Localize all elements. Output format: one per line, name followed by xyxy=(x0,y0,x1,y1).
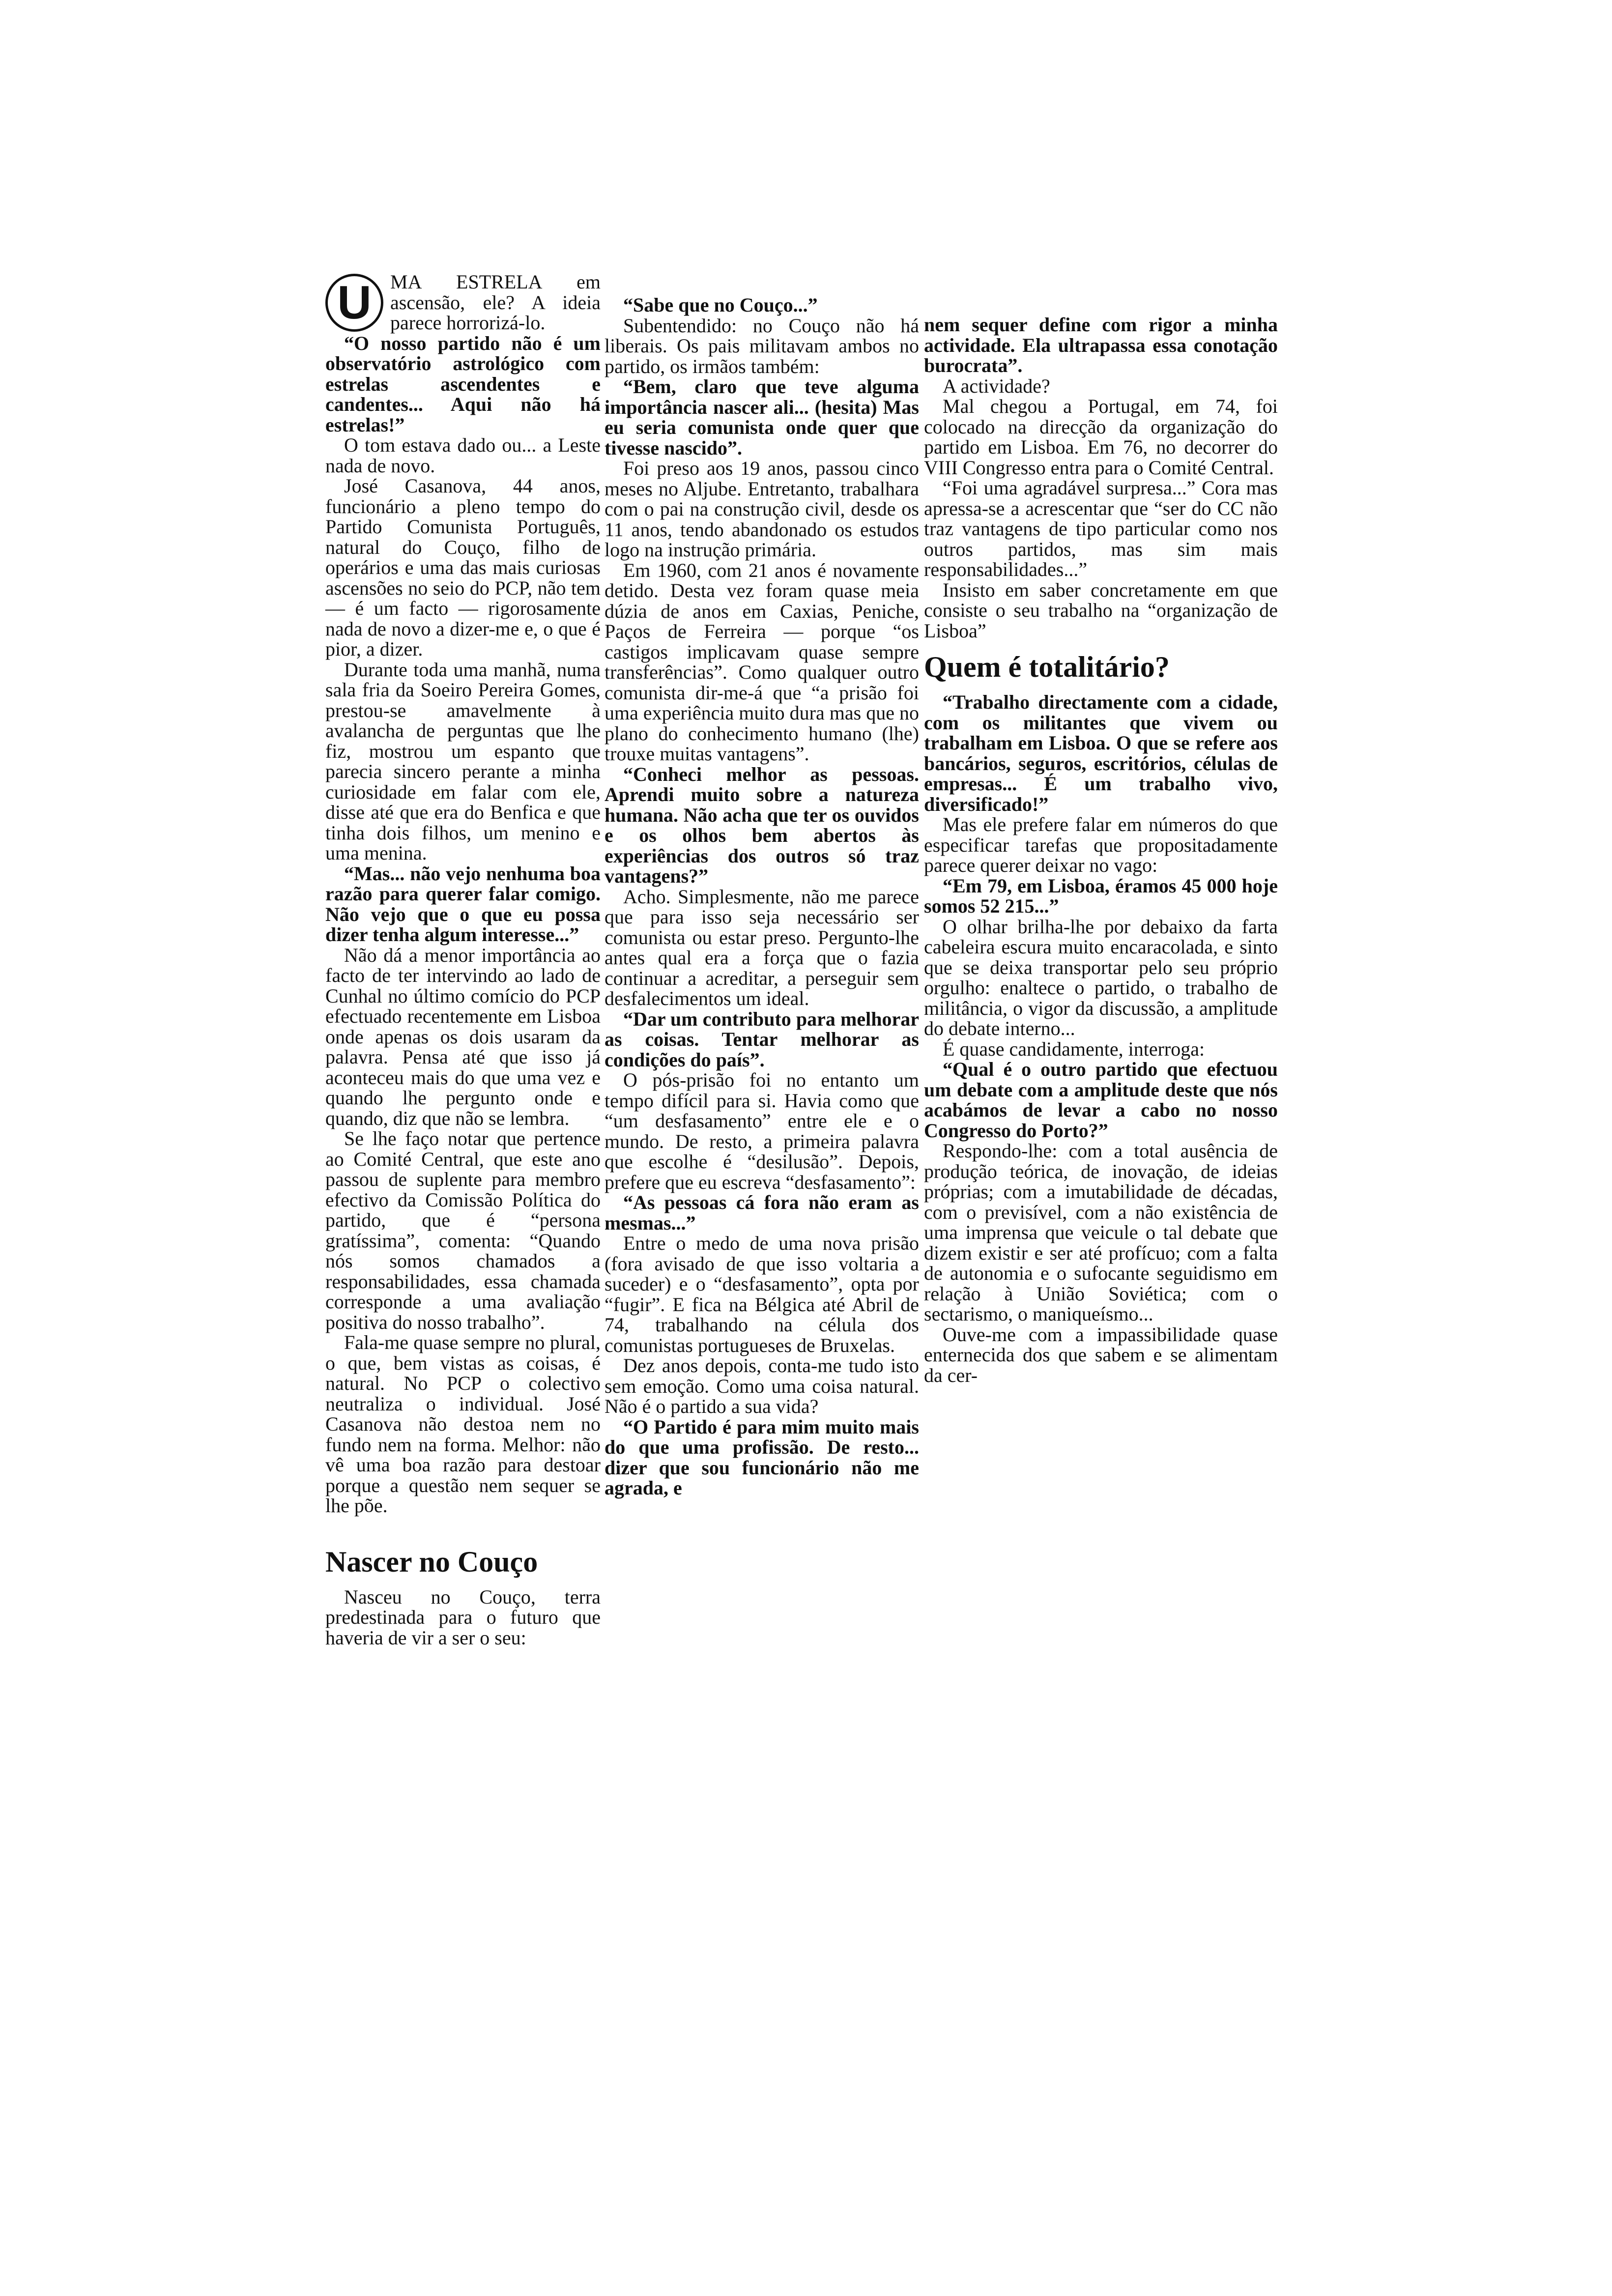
paragraph: Fala-me quase sempre no plural, o que, bem vistas as coisas, é natural. No PCP o colectivo neutraliza o individual. José Casanova não destoa nem no fundo nem na forma. Melhor: não vê uma boa razão para destoar porque a questão nem sequer se lhe põe. xyxy=(325,1331,601,1517)
paragraph: “O Partido é para mim muito mais do que uma profissão. De resto... dizer que sou funcionário não me agrada, e xyxy=(604,1415,919,1499)
paragraph: É quase candidamente, interroga: xyxy=(943,1037,1205,1060)
paragraph: O pós-prisão foi no entanto um tempo difícil para si. Havia como que “um desfasamento” entre ele e o mundo. De resto, a primeira palavra que escolhe é “desilusão”. Depois, prefere que eu escreva “desfasamento”: xyxy=(604,1069,919,1193)
paragraph: Mas ele prefere falar em números do que especificar tarefas que propositadamente parece querer deixar no vago: xyxy=(924,813,1278,876)
paragraph: nem sequer define com rigor a minha actividade. Ela ultrapassa essa conotação burocrata”. xyxy=(924,314,1278,376)
paragraph: Durante toda uma manhã, numa sala fria da Soeiro Pereira Gomes, prestou-se amavelmente à avalancha de perguntas que lhe fiz, mostrou um espanto que parecia sincero perante a minha curiosidade em falar com ele, disse até que era do Benfica e que tinha dois filhos, um menino e uma menina. xyxy=(325,658,601,864)
drop-cap: U xyxy=(325,274,383,332)
paragraph: Insisto em saber concretamente em que consiste o seu trabalho na “organização de Lisboa” xyxy=(924,578,1278,642)
paragraph: Em 1960, com 21 anos é novamente detido. Desta vez foram quase meia dúzia de anos em Caxias, Peniche, Paços de Ferreira — porque “os castigos implicavam quase sempre transferências”. Como qualquer outro comunista dir-me-á que “a prisão foi uma experiência muito dura mas que no plano do conhecimento humano (lhe) trouxe muitas vantagens”. xyxy=(604,559,919,765)
paragraph: “Trabalho directamente com a cidade, com os militantes que vivem ou trabalham em Lisboa. O que se refere aos bancários, seguros, escritórios, células de empresas... É um trabalho vivo, diversificado!” xyxy=(924,691,1278,815)
column-3 xyxy=(924,315,1278,1385)
paragraph: O tom estava dado ou... a Leste nada de novo. xyxy=(325,434,601,477)
paragraph: “Foi uma agradável surpresa...” Cora mas apressa-se a acrescentar que “ser do CC não traz vantagens de tipo particular como nos outros partidos, mas sim mais responsabilidades...” xyxy=(924,477,1278,580)
paragraph: Foi preso aos 19 anos, passou cinco meses no Aljube. Entretanto, trabalhara com o pai na construção civil, desde os 11 anos, tendo abandonado os estudos logo na instrução primária. xyxy=(604,457,919,561)
paragraph: MA ESTRELA em ascensão, ele? A ideia parece horrorizá-lo. xyxy=(390,271,601,334)
paragraph: Nasceu no Couço, terra predestinada para o futuro que haveria de vir a ser o seu: xyxy=(325,1585,601,1649)
section-heading-nascer: Nascer no Couço xyxy=(325,1545,538,1578)
paragraph: Se lhe faço notar que pertence ao Comité Central, que este ano passou de suplente para membro efectivo da Comissão Política do partido, que é “persona gratíssima”, comenta: “Quando nós somos chamados a responsabilidades, essa chamada corresponde a uma avaliação positiva do nosso trabalho”. xyxy=(325,1127,601,1333)
paragraph: “Sabe que no Couço...” xyxy=(623,294,818,316)
paragraph: Mal chegou a Portugal, em 74, foi colocado na direcção da organização do partido em Lisboa. Em 76, no decorrer do VIII Congresso entra para o Comité Central. xyxy=(924,395,1278,479)
paragraph: Dez anos depois, conta-me tudo isto sem emoção. Como uma coisa natural. Não é o partido a sua vida? xyxy=(604,1354,919,1417)
paragraph: “O nosso partido não é um observatório astrológico com estrelas ascendentes e candentes... Aqui não há estrelas!” xyxy=(325,332,601,436)
paragraph: Entre o medo de uma nova prisão (fora avisado de que isso voltaria a suceder) e o “desfasamento”, opta por “fugir”. E fica na Bélgica até Abril de 74, trabalhando na célula dos comunistas portugueses de Bruxelas. xyxy=(604,1232,919,1356)
paragraph: O olhar brilha-lhe por debaixo da farta cabeleira escura muito encaracolada, e sinto que se deixa transportar pelo seu próprio orgulho: enaltece o partido, o trabalho de militância, o vigor da discussão, a amplitude do debate interno... xyxy=(924,915,1278,1039)
paragraph: Subentendido: no Couço não há liberais. Os pais militavam ambos no partido, os irmãos também: xyxy=(604,314,919,377)
paragraph: Respondo-lhe: com a total ausência de produção teórica, de inovação, de ideias próprias; com a imutabilidade de décadas, com o previsível, com a não existência de uma imprensa que veicule o tal debate que dizem existir e ser até profícuo; com a falta de autonomia e o sufocante seguidismo em relação à União Soviética; com o sectarismo, o maniqueísmo... xyxy=(924,1140,1278,1325)
paragraph: “Mas... não vejo nenhuma boa razão para querer falar comigo. Não vejo que o que eu possa dizer tenha algum interesse...” xyxy=(325,862,601,946)
paragraph: Ouve-me com a impassibilidade quase enternecida dos que sabem e se alimentam da cer- xyxy=(924,1323,1278,1386)
paragraph: “Bem, claro que teve alguma importância nascer ali... (hesita) Mas eu seria comunista onde quer que tivesse nascido”. xyxy=(604,375,919,459)
column-2 xyxy=(604,295,919,1498)
paragraph: Não dá a menor importância ao facto de ter intervindo ao lado de Cunhal no último comício do PCP efectuado recentemente em Lisboa onde apenas os dois usaram da palavra. Pensa até que isso já aconteceu mais do que uma vez e quando lhe pergunto onde e quando, diz que não se lembra. xyxy=(325,944,601,1129)
paragraph: “As pessoas cá fora não eram as mesmas...” xyxy=(604,1191,919,1234)
paragraph: José Casanova, 44 anos, funcionário a pleno tempo do Partido Comunista Português, natural do Couço, filho de operários e uma das mais curiosas ascensões no seio do PCP, não tem — é um facto — rigorosamente nada de novo a dizer-me e, o que é pior, a dizer. xyxy=(325,475,601,660)
column-1 xyxy=(325,272,601,1648)
section-heading-totalitario: Quem é totalitário? xyxy=(924,651,1170,683)
paragraph: “Em 79, em Lisboa, éramos 45 000 hoje somos 52 215...” xyxy=(924,874,1278,917)
paragraph: Acho. Simplesmente, não me parece que para isso seja necessário ser comunista ou estar preso. Pergunto-lhe antes qual era a força que o fazia continuar a acreditar, a perseguir sem desfalecimentos um ideal. xyxy=(604,885,919,1009)
paragraph: “Dar um contributo para melhorar as coisas. Tentar melhorar as condições do país”. xyxy=(604,1007,919,1071)
paragraph: A actividade? xyxy=(943,374,1050,397)
paragraph: “Conheci melhor as pessoas. Aprendi muito sobre a natureza humana. Não acha que ter os ouvidos e os olhos bem abertos às experiências dos outros só traz vantagens?” xyxy=(604,763,919,887)
paragraph: “Qual é o outro partido que efectuou um debate com a amplitude deste que nós acabámos de levar a cabo no nosso Congresso do Porto?” xyxy=(924,1058,1278,1142)
